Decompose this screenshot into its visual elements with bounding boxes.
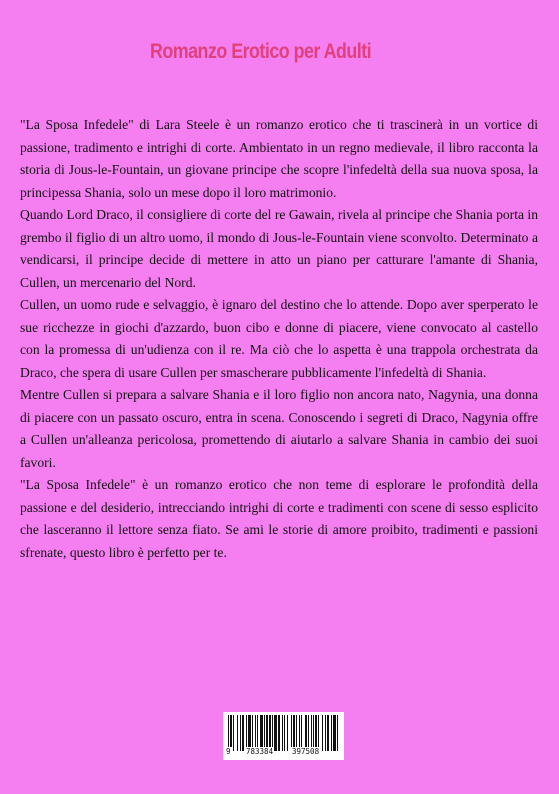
barcode-bar xyxy=(228,715,229,751)
barcode-bar xyxy=(293,715,295,751)
barcode-bar xyxy=(305,715,307,751)
barcode-bar xyxy=(266,715,268,751)
barcode-bar xyxy=(255,715,256,751)
barcode-bar xyxy=(237,715,238,751)
barcode-bar xyxy=(296,715,297,751)
barcode-bar xyxy=(242,715,244,751)
barcode-bar xyxy=(287,715,288,751)
barcode-left-digits: 783384 xyxy=(246,747,274,756)
barcode-right-digits: 397508 xyxy=(292,747,320,756)
blurb-paragraph-1: "La Sposa Infedele" di Lara Steele è un romanzo erotico che ti trascinerà in un vortice di passione, tradimento e intrighi di corte. Ambientato in un regno medievale, il libro racconta la storia di Jous-le-Fountain, un giovane principe che scopre l'infedeltà della sua nuova sposa, la principessa Shania, solo un mese dopo il loro matrimonio. xyxy=(20,117,538,200)
barcode-bar xyxy=(272,715,273,751)
blurb-paragraph-2: Quando Lord Draco, il consigliere di corte del re Gawain, rivela al principe che Shania porta in grembo il figlio di un altro uomo, il mondo di Jous-le-Fountain viene sconvolto. Determinato a vendicarsi, il principe decide di mettere in atto un piano per catturare l'amante di Shania, Cullen, un mercenario del Nord. xyxy=(20,207,538,290)
barcode-bar xyxy=(325,715,326,751)
barcode-bar xyxy=(337,715,338,751)
barcode-bar xyxy=(240,715,241,751)
isbn-barcode xyxy=(223,712,344,760)
barcode-bar xyxy=(284,715,285,751)
blurb-paragraph-3: Cullen, un uomo rude e selvaggio, è ignaro del destino che lo attende. Dopo aver sperperato le sue ricchezze in giochi d'azzardo, buon cibo e donne di piacere, viene convocato al castello con la promessa di un'udienza con il re. Ma ciò che lo aspetta è una trappola orchestrata da Draco, che spera di usare Cullen per smascherare pubblicamente l'infedeltà di Shania. xyxy=(20,297,538,380)
barcode-bar xyxy=(327,715,329,751)
barcode-bars xyxy=(227,715,340,751)
barcode-digits xyxy=(223,747,344,759)
barcode-bar xyxy=(252,715,253,751)
barcode-bar xyxy=(315,715,317,751)
barcode-bar xyxy=(313,715,314,751)
barcode-bar xyxy=(311,715,312,751)
barcode-bar xyxy=(291,715,292,751)
barcode-bar xyxy=(331,715,332,751)
barcode-bar xyxy=(269,715,271,751)
barcode-bar xyxy=(230,715,232,751)
blurb-paragraph-5: "La Sposa Infedele" è un romanzo erotico che non teme di esplorare le profondità della passione e del desiderio, intrecciando intrighi di corte e tradimenti con scene di sesso esplicito che lasceranno il lettore senza fiato. Se ami le storie di amore proibito, tradimenti e passioni sfrenate, questo libro è perfetto per te. xyxy=(20,477,538,560)
cover-heading: Romanzo Erotico per Adulti xyxy=(150,40,372,63)
barcode-bar xyxy=(264,715,265,751)
barcode-bar xyxy=(308,715,309,751)
barcode-bar xyxy=(299,715,300,751)
barcode-bar xyxy=(318,715,319,751)
barcode-bar xyxy=(282,715,283,751)
barcode-bar xyxy=(260,715,263,751)
blurb-text xyxy=(20,114,538,564)
barcode-bar xyxy=(248,715,251,751)
barcode-bar xyxy=(233,715,234,751)
barcode-bar xyxy=(333,715,336,751)
barcode-bar xyxy=(274,715,277,751)
barcode-bar xyxy=(246,715,247,751)
barcode-bar xyxy=(322,715,323,751)
barcode-bar xyxy=(278,715,280,751)
blurb-paragraph-4: Mentre Cullen si prepara a salvare Shania e il loro figlio non ancora nato, Nagynia, una donna di piacere con un passato oscuro, entra in scena. Conoscendo i segreti di Draco, Nagynia offre a Cullen un'alleanza pericolosa, promettendo di aiutarlo a salvare Shania in cambio dei suoi favori. xyxy=(20,387,538,470)
barcode-bar xyxy=(257,715,258,751)
barcode-bar xyxy=(301,715,302,751)
barcode-first-digit: 9 xyxy=(226,747,231,756)
